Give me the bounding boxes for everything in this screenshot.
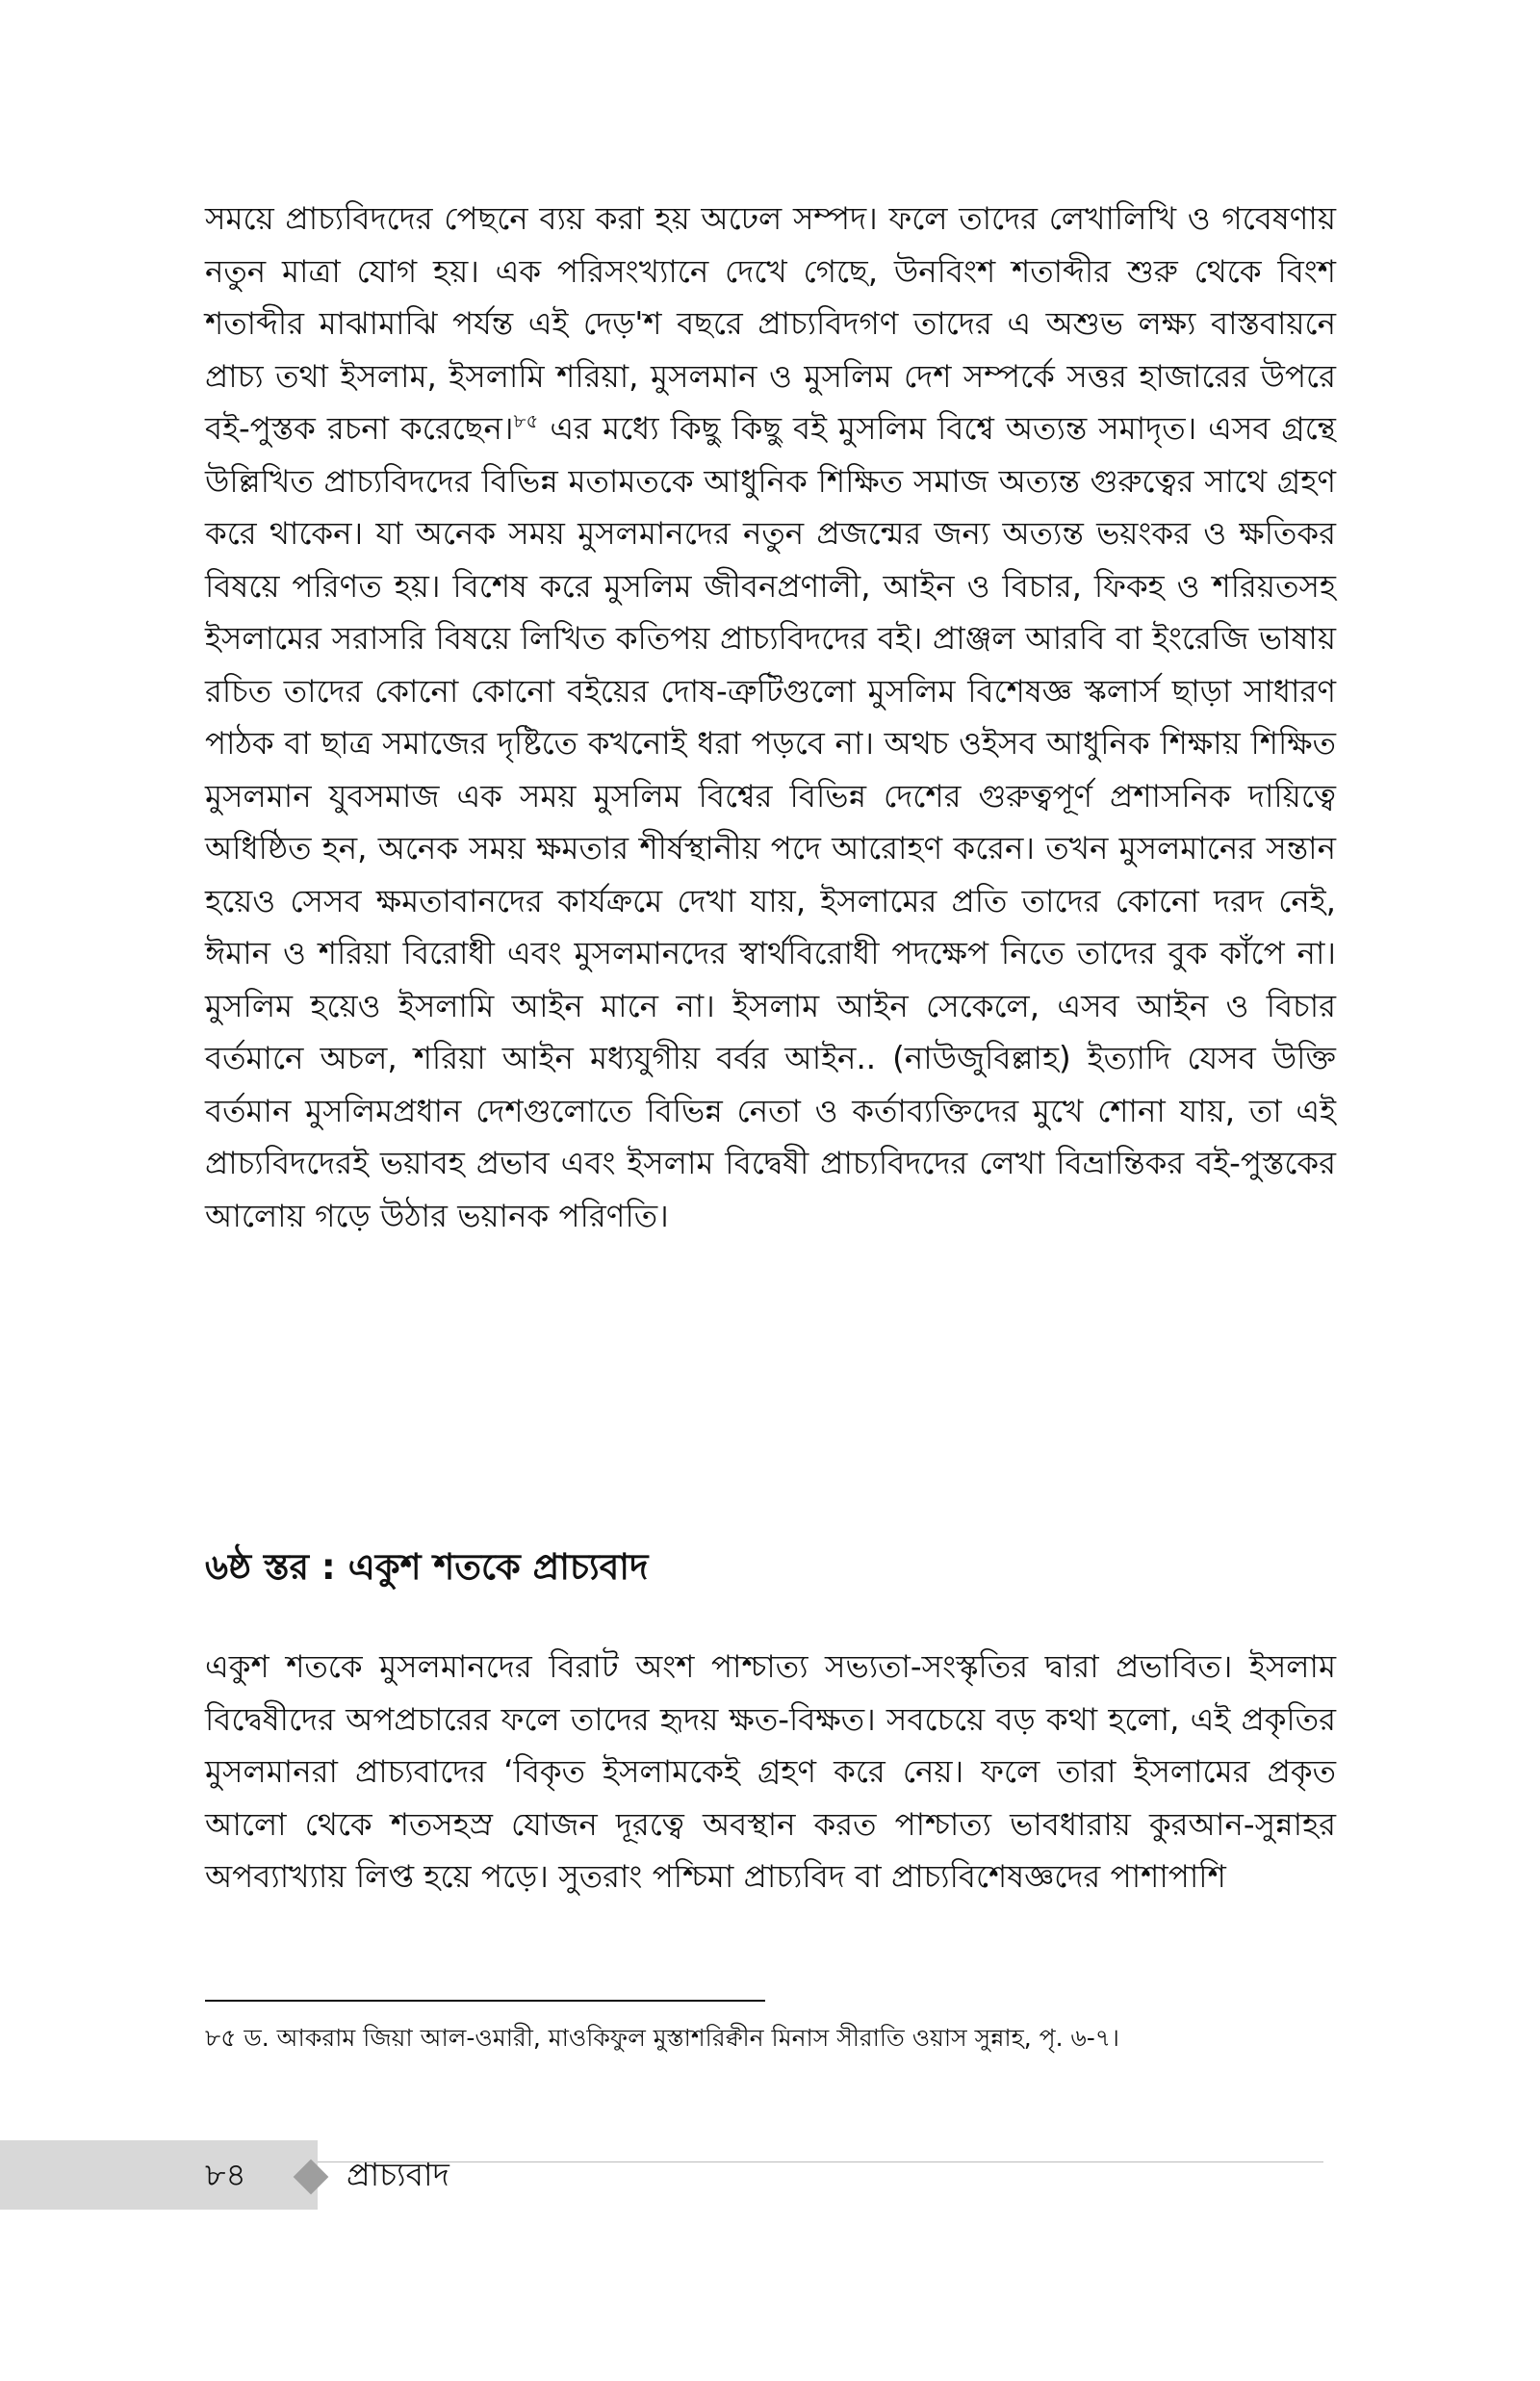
footer-page-tab [0,2140,318,2210]
paragraph-text-end: এর মধ্যে কিছু কিছু বই মুসলিম বিশ্বে অত্যন্ত সমাদৃত। এসব গ্রন্থে উল্লিখিত প্রাচ্যবিদদের বিভিন্ন মতামতকে আধুনিক শিক্ষিত সমাজ অত্যন্ত গুরুত্বের সাথে গ্রহণ করে থাকেন। যা অনেক সময় মুসলমানদের নতুন প্রজন্মের জন্য অত্যন্ত ভয়ংকর ও ক্ষতিকর বিষয়ে পরিণত হয়। বিশেষ করে মুসলিম জীবনপ্রণালী, আইন ও বিচার, ফিকহ ও শরিয়তসহ ইসলামের সরাসরি বিষয়ে লিখিত কতিপয় প্রাচ্যবিদদের বই। প্রাঞ্জল আরবি বা ইংরেজি ভাষায় রচিত তাদের কোনো কোনো বইয়ের দোষ-ত্রুটিগুলো মুসলিম বিশেষজ্ঞ স্কলার্স ছাড়া সাধারণ পাঠক বা ছাত্র সমাজের দৃষ্টিতে কখনোই ধরা পড়বে না। অথচ ওইসব আধুনিক শিক্ষায় শিক্ষিত মুসলমান যুবসমাজ এক সময় মুসলিম বিশ্বের বিভিন্ন দেশের গুরুত্বপূর্ণ প্রশাসনিক দায়িত্বে অধিষ্ঠিত হন, অনেক সময় ক্ষমতার শীর্ষস্থানীয় পদে আরোহণ করেন। তখন মুসলমানের সন্তান হয়েও সেসব ক্ষমতাবানদের কার্যক্রমে দেখা যায়, ইসলামের প্রতি তাদের কোনো দরদ নেই, ঈমান ও শরিয়া বিরোধী এবং মুসলমানদের স্বার্থবিরোধী পদক্ষেপ নিতে তাদের বুক কাঁপে না। মুসলিম হয়েও ইসলামি আইন মানে না। ইসলাম আইন সেকেলে, এসব আইন ও বিচার বর্তমানে অচল, শরিয়া আইন মধ্যযুগীয় বর্বর আইন.. (নাউজুবিল্লাহ) ইত্যাদি যেসব উক্তি বর্তমান মুসলিমপ্রধান দেশগুলোতে বিভিন্ন নেতা ও কর্তাব্যক্তিদের মুখে শোনা যায়, তা এই প্রাচ্যবিদদেরই ভয়াবহ প্রভাব এবং ইসলাম বিদ্বেষী প্রাচ্যবিদদের লেখা বিভ্রান্তিকর বই-পুস্তকের আলোয় গড়ে উঠার ভয়ানক পরিণতি। [205,410,1336,1234]
footer-divider [318,2161,1323,2162]
running-title: প্রাচ্যবাদ [346,2156,449,2193]
footnote-divider [205,2000,765,2002]
section-heading: ৬ষ্ঠ স্তর : একুশ শতকে প্রাচ্যবাদ [205,1546,649,1588]
footnote-reference: ৮৫ [513,409,539,433]
section-paragraph: একুশ শতকে মুসলমানদের বিরাট অংশ পাশ্চাত্য সভ্যতা-সংস্কৃতির দ্বারা প্রভাবিত। ইসলাম বিদ্বেষীদের অপপ্রচারের ফলে তাদের হৃদয় ক্ষত-বিক্ষত। সবচেয়ে বড় কথা হলো, এই প্রকৃতির মুসলমানরা প্রাচ্যবাদের ‘বিকৃত ইসলামকেই গ্রহণ করে নেয়। ফলে তারা ইসলামের প্রকৃত আলো থেকে শতসহস্র যোজন দূরত্বে অবস্থান করত পাশ্চাত্য ভাবধারায় কুরআন-সুন্নাহর অপব্যাখ্যায় লিপ্ত হয়ে পড়ে। সুতরাং পশ্চিমা প্রাচ্যবিদ বা প্রাচ্যবিশেষজ্ঞদের পাশাপাশি [205,1648,1336,1895]
footnote: ৮৫ ড. আকরাম জিয়া আল-ওমারী, মাওকিফুল মুস্তাশরিক্বীন মিনাস সীরাতি ওয়াস সুন্নাহ, পৃ. ৬-৭। [205,2024,1119,2052]
page-number: ৮৪ [205,2156,246,2193]
body-paragraph [205,193,1336,1242]
paragraph-text-start: সময়ে প্রাচ্যবিদদের পেছনে ব্যয় করা হয় অঢেল সম্পদ। ফলে তাদের লেখালিখি ও গবেষণায় নতুন মাত্রা যোগ হয়। এক পরিসংখ্যানে দেখে গেছে, উনবিংশ শতাব্দীর শুরু থেকে বিংশ শতাব্দীর মাঝামাঝি পর্যন্ত এই দেড়'শ বছরে প্রাচ্যবিদগণ তাদের এ অশুভ লক্ষ্য বাস্তবায়নে প্রাচ্য তথা ইসলাম, ইসলামি শরিয়া, মুসলমান ও মুসলিম দেশ সম্পর্কে সত্তর হাজারের উপরে বই-পুস্তক রচনা করেছেন। [205,200,1336,447]
